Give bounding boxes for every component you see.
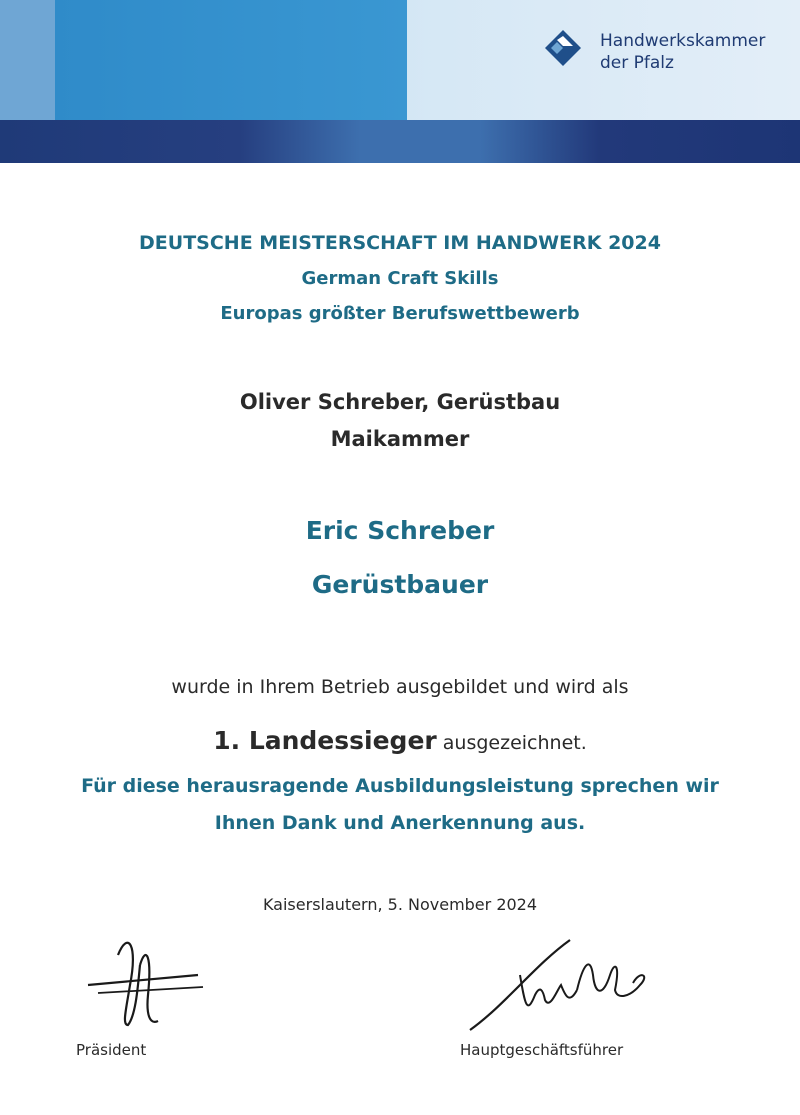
managing-director-signature bbox=[465, 935, 665, 1035]
award-statement bbox=[0, 726, 800, 755]
thanks-line-1: Für diese herausragende Ausbildungsleistung sprechen wir bbox=[81, 775, 719, 797]
chamber-name bbox=[600, 30, 765, 74]
place-date: Kaiserslautern, 5. November 2024 bbox=[262, 895, 538, 914]
president-signature bbox=[78, 925, 208, 1035]
certificate-title: DEUTSCHE MEISTERSCHAFT IM HANDWERK 2024 bbox=[139, 232, 661, 254]
header-strip-blue bbox=[55, 0, 407, 120]
award-suffix: ausgezeichnet. bbox=[442, 732, 587, 754]
header-dark-band bbox=[0, 120, 800, 163]
chamber-logo-icon bbox=[543, 28, 583, 68]
header-banner bbox=[0, 0, 800, 163]
chamber-name-line1: Handwerkskammer bbox=[600, 31, 766, 51]
trained-statement: wurde in Ihrem Betrieb ausgebildet und wird als bbox=[171, 676, 629, 698]
company-name: Oliver Schreber, Gerüstbau bbox=[239, 390, 561, 414]
chamber-name-line2: der Pfalz bbox=[600, 53, 674, 73]
thanks-line-2: Ihnen Dank und Anerkennung aus. bbox=[214, 812, 586, 834]
company-town: Maikammer bbox=[330, 427, 470, 451]
president-role: Präsident bbox=[76, 1041, 147, 1059]
award-rank: 1. Landessieger bbox=[213, 726, 437, 755]
certificate-tagline: Europas größter Berufswettbewerb bbox=[220, 303, 580, 324]
recipient-trade: Gerüstbauer bbox=[311, 570, 489, 599]
header-strip-left bbox=[0, 0, 55, 120]
director-role: Hauptgeschäftsführer bbox=[460, 1041, 624, 1059]
certificate-subtitle: German Craft Skills bbox=[301, 268, 499, 289]
recipient-name: Eric Schreber bbox=[305, 516, 495, 545]
